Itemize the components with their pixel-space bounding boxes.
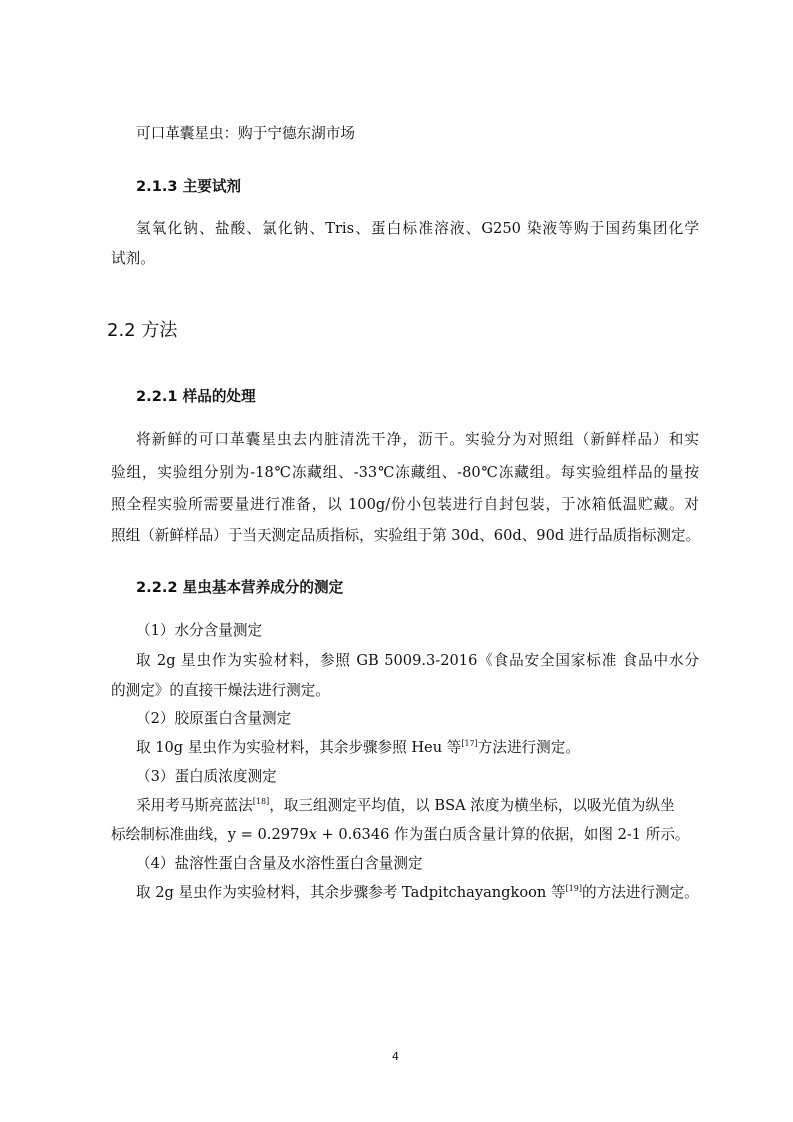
- item-title-moisture: （1）水分含量测定: [136, 622, 263, 639]
- item-title-protein-concentration: （3）蛋白质浓度测定: [136, 768, 277, 785]
- section-heading-2-1-3: 2.1.3 主要试剂: [136, 178, 242, 195]
- eq-lhs: y = 0.2979: [227, 826, 309, 843]
- section-heading-2-2: 2.2 方法: [107, 320, 178, 341]
- text-span: 取 10g 星虫作为实验材料，其余步骤参照 Heu 等: [136, 739, 462, 756]
- text-span: 方法进行测定。: [477, 739, 580, 756]
- text-span: 作为蛋白质含量计算的依据，如图 2-1 所示。: [389, 826, 690, 843]
- paragraph-line: 将新鲜的可口革囊星虫去内脏清洗干净，沥干。实验分为对照组（新鲜样品）和实: [136, 431, 699, 448]
- text-span: 标绘制标准曲线，: [111, 826, 228, 843]
- paragraph-line: [136, 791, 699, 821]
- text-line: 可口革囊星虫：购于宁德东湖市场: [136, 125, 355, 142]
- text-span: 的方法进行测定。: [582, 884, 699, 901]
- text-span: ，取三组测定平均值，以 BSA 浓度为横坐标，以吸光值为纵坐: [269, 797, 675, 814]
- text-span: 取 2g 星虫作为实验材料，其余步骤参考 Tadpitchayangkoon 等: [136, 884, 566, 901]
- section-heading-2-2-2: 2.2.2 星虫基本营养成分的测定: [136, 579, 344, 596]
- citation-ref: [17]: [461, 739, 478, 748]
- text-span: 采用考马斯亮蓝法: [136, 797, 253, 814]
- paragraph-line: [136, 733, 699, 763]
- paragraph-line: [136, 878, 699, 908]
- section-heading-2-2-1: 2.2.1 样品的处理: [136, 388, 256, 405]
- citation-ref: [19]: [565, 884, 582, 893]
- item-title-collagen: （2）胶原蛋白含量测定: [136, 710, 292, 727]
- eq-rhs: + 0.6346: [316, 826, 390, 843]
- paragraph-line: [111, 820, 699, 850]
- eq-var: x: [308, 826, 317, 843]
- page-number: 4: [392, 1050, 399, 1063]
- paragraph-line: 氢氧化钠、盐酸、氯化钠、Tris、蛋白标准溶液、G250 染液等购于国药集团化学: [136, 220, 699, 237]
- item-title-soluble-protein: （4）盐溶性蛋白含量及水溶性蛋白含量测定: [136, 855, 423, 872]
- paragraph-line: 照组（新鲜样品）于当天测定品质指标，实验组于第 30d、60d、90d 进行品质指标测定。: [111, 527, 701, 544]
- paragraph-line: 照全程实验所需要量进行准备，以 100g/份小包装进行自封包装，于冰箱低温贮藏。对: [111, 496, 699, 513]
- paragraph-line: 取 2g 星虫作为实验材料，参照 GB 5009.3-2016《食品安全国家标准 食品中水分: [136, 652, 699, 669]
- paragraph-line: 验组，实验组分别为-18℃冻藏组、-33℃冻藏组、-80℃冻藏组。每实验组样品的量按: [111, 464, 699, 481]
- regression-equation: [228, 826, 390, 843]
- paragraph-line: 的测定》的直接干燥法进行测定。: [111, 682, 330, 699]
- citation-ref: [18]: [252, 797, 270, 806]
- paragraph-line: 试剂。: [111, 250, 155, 267]
